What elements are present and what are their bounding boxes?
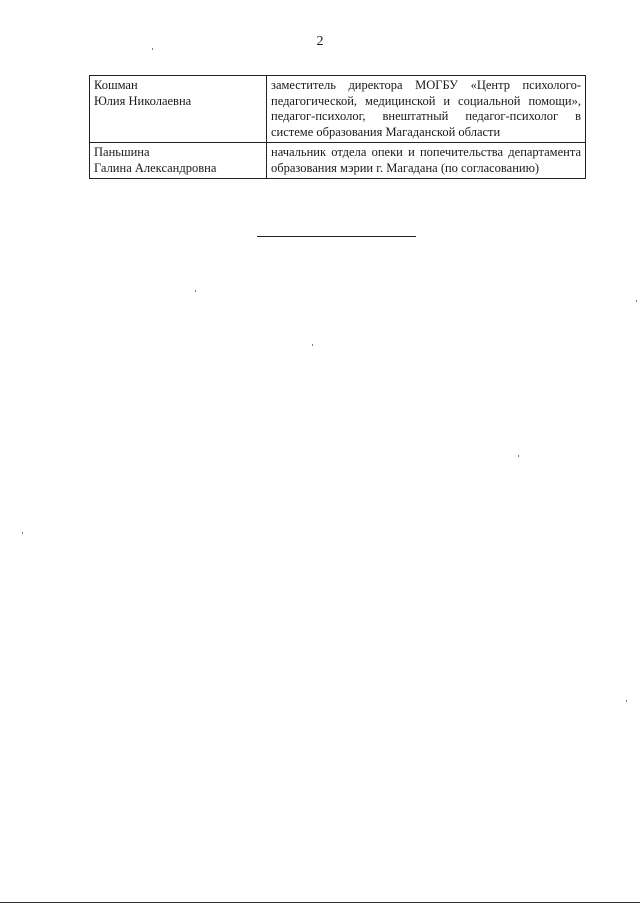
scan-speck bbox=[195, 290, 196, 292]
scan-speck bbox=[312, 344, 313, 346]
members-table bbox=[89, 75, 586, 179]
page-number: 2 bbox=[316, 34, 324, 49]
end-of-list-rule bbox=[257, 236, 416, 237]
scan-speck bbox=[22, 532, 23, 534]
table-row bbox=[90, 143, 586, 179]
member-given-names: Юлия Николаевна bbox=[94, 93, 192, 108]
scan-speck bbox=[636, 300, 637, 302]
member-surname: Паньшина bbox=[94, 145, 150, 159]
member-name-cell bbox=[90, 143, 267, 179]
member-given-names: Галина Александровна bbox=[94, 160, 217, 175]
scan-speck bbox=[152, 48, 153, 50]
member-position: начальник отдела опеки и попечительства департамента образования мэрии г. Магадана (по согласованию) bbox=[267, 143, 586, 179]
member-surname: Кошман bbox=[94, 78, 138, 92]
scan-speck bbox=[626, 700, 627, 702]
scan-bottom-edge bbox=[0, 902, 640, 903]
member-name-cell bbox=[90, 76, 267, 143]
scan-speck bbox=[518, 455, 519, 457]
table-row bbox=[90, 76, 586, 143]
member-position: заместитель директора МОГБУ «Центр психолого-педагогической, медицинской и социальной помощи», педагог-психолог, внештатный педагог-психолог в системе образования Магаданской области bbox=[267, 76, 586, 143]
